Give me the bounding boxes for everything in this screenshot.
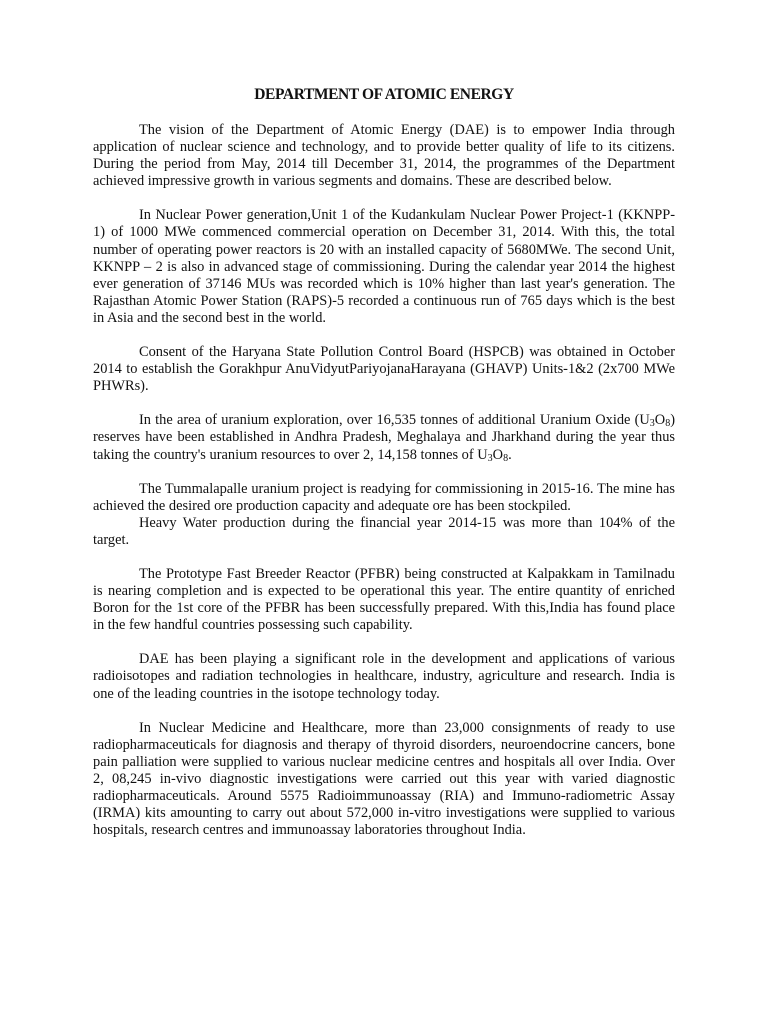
paragraph-pfbr: The Prototype Fast Breeder Reactor (PFBR) being constructed at Kalpakkam in Tamilnadu is nearing completion and is expected to be operational this year. The entire quantity of enriched Boron for the 1st core of the PFBR has been successfully prepared. With this,India has found place in the few handful countries possessing such capability. <box>93 565 675 634</box>
uranium-sub-2: 8 <box>665 418 671 430</box>
uranium-sub-1: 3 <box>649 418 655 430</box>
uranium-sub-4: 8 <box>503 452 509 464</box>
document-title: DEPARTMENT OF ATOMIC ENERGY <box>254 86 514 103</box>
paragraph-tummalapalle: The Tummalapalle uranium project is readying for commissioning in 2015-16. The mine has achieved the desired ore production capacity and adequate ore has been stockpiled. <box>93 480 675 514</box>
document-page <box>93 86 675 856</box>
uranium-text-5: . <box>508 446 512 463</box>
paragraph-vision: The vision of the Department of Atomic Energy (DAE) is to empower India through application of nuclear science and technology, and to provide better quality of life to its citizens. During the period from May, 2014 till December 31, 2014, the programmes of the Department achieved impressive growth in various segments and domains. These are described below. <box>93 122 675 190</box>
uranium-text-2: O <box>654 412 666 429</box>
paragraph-uranium-exploration <box>93 412 675 463</box>
paragraph-heavy-water: Heavy Water production during the financial year 2014-15 was more than 104% of the target. <box>93 514 675 548</box>
uranium-sub-3: 3 <box>487 452 493 464</box>
uranium-text-4: O <box>492 446 504 463</box>
uranium-text-3: ) reserves have been established in Andhra Pradesh, Meghalaya and Jharkhand during the year thus taking the country's uranium resources to over 2, 14,158 tonnes of U <box>93 412 675 463</box>
paragraph-radioisotopes: DAE has been playing a significant role in the development and applications of various radioisotopes and radiation technologies in healthcare, industry, agriculture and research. India is one of the leading countries in the isotope technology today. <box>93 651 675 702</box>
paragraph-nuclear-medicine: In Nuclear Medicine and Healthcare, more than 23,000 consignments of ready to use radiopharmaceuticals for diagnosis and therapy of thyroid disorders, neuroendocrine cancers, bone pain palliation were supplied to various nuclear medicine centres and hospitals all over India. Over 2, 08,245 in-vivo diagnostic investigations were carried out this year with varied diagnostic radiopharmaceuticals. Around 5575 Radioimmunoassay (RIA) and Immuno-radiometric Assay (IRMA) kits amounting to carry out about 572,000 in-vitro investigations were supplied to various hospitals, research centres and immunoassay laboratories throughout India. <box>93 719 675 839</box>
paragraph-nuclear-power: In Nuclear Power generation,Unit 1 of the Kudankulam Nuclear Power Project-1 (KKNPP-1) of 1000 MWe commenced commercial operation on December 31, 2014. With this, the total number of operating power reactors is 20 with an installed capacity of 5680MWe. The second Unit, KKNPP – 2 is also in advanced stage of commissioning. During the calendar year 2014 the highest ever generation of 37146 MUs was recorded which is 10% higher than last year's generation. The Rajasthan Atomic Power Station (RAPS)-5 recorded a continuous run of 765 days which is the best in Asia and the second best in the world. <box>93 207 675 326</box>
uranium-text-1: In the area of uranium exploration, over 16,535 tonnes of additional Uranium Oxide (U <box>139 412 650 429</box>
paragraph-hspcb-consent: Consent of the Haryana State Pollution Control Board (HSPCB) was obtained in October 2014 to establish the Gorakhpur AnuVidyutPariyojanaHarayana (GHAVP) Units-1&2 (2x700 MWe PHWRs). <box>93 344 675 395</box>
